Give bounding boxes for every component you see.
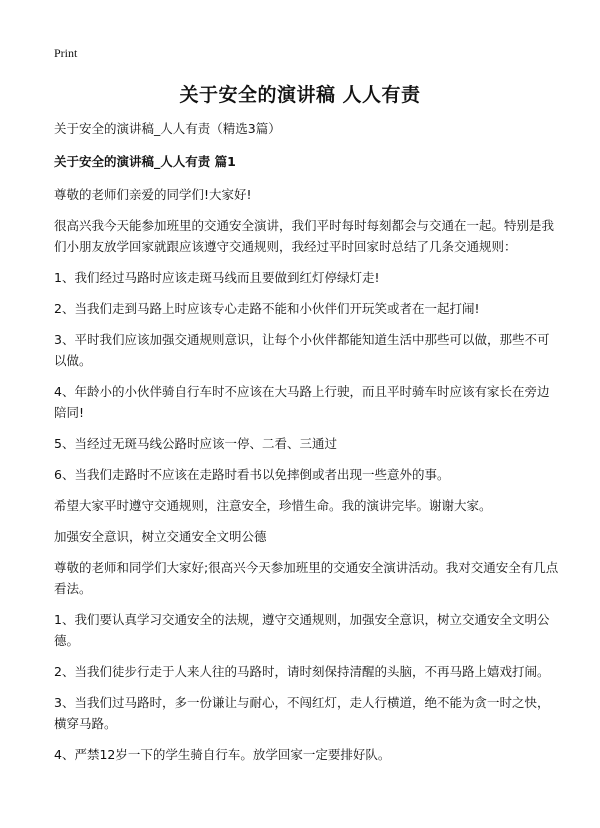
document-body (54, 118, 560, 775)
paragraph: 1、我们要认真学习交通安全的法规，遵守交通规则，加强安全意识，树立交通安全文明公德。 (54, 612, 550, 648)
paragraph: 尊敬的老师和同学们大家好;很高兴今天参加班里的交通安全演讲活动。我对交通安全有几点看法。 (54, 560, 559, 596)
paragraph: 3、当我们过马路时，多一份谦让与耐心，不闯红灯，走人行横道，绝不能为贪一时之快，横穿马路。 (54, 695, 550, 731)
paragraph: 很高兴我今天能参加班里的交通安全演讲，我们平时每时每刻都会与交通在一起。特别是我们小朋友放学回家就跟应该遵守交通规则，我经过平时回家时总结了几条交通规则： (54, 218, 555, 254)
paragraph: 5、当经过无斑马线公路时应该一停、二看、三通过 (54, 436, 337, 451)
paragraph: 2、当我们走到马路上时应该专心走路不能和小伙伴们开玩笑或者在一起打闹! (54, 301, 480, 316)
paragraph: 1、我们经过马路时应该走斑马线而且要做到红灯停绿灯走! (54, 270, 380, 285)
paragraph: 6、当我们走路时不应该在走路时看书以免摔倒或者出现一些意外的事。 (54, 467, 450, 482)
paragraph: 希望大家平时遵守交通规则，注意安全，珍惜生命。我的演讲完毕。谢谢大家。 (54, 498, 492, 513)
paragraph: 尊敬的老师们亲爱的同学们!大家好! (54, 187, 252, 202)
paragraph: 3、平时我们应该加强交通规则意识，让每个小伙伴都能知道生活中那些可以做，那些不可以做。 (54, 332, 550, 368)
print-link[interactable]: Print (54, 46, 78, 60)
section-heading: 关于安全的演讲稿_人人有责 篇1 (54, 154, 236, 169)
page-title: 关于安全的演讲稿 人人有责 (179, 84, 421, 106)
document-subtitle: 关于安全的演讲稿_人人有责（精选3篇） (54, 121, 281, 136)
paragraph: 4、严禁12岁一下的学生骑自行车。放学回家一定要排好队。 (54, 747, 391, 762)
paragraph: 2、当我们徒步行走于人来人往的马路时，请时刻保持清醒的头脑，不再马路上嬉戏打闹。 (54, 664, 550, 679)
paragraph: 加强安全意识，树立交通安全文明公德 (54, 529, 267, 544)
paragraph: 4、年龄小的小伙伴骑自行车时不应该在大马路上行驶，而且平时骑车时应该有家长在旁边陪同! (54, 384, 550, 420)
